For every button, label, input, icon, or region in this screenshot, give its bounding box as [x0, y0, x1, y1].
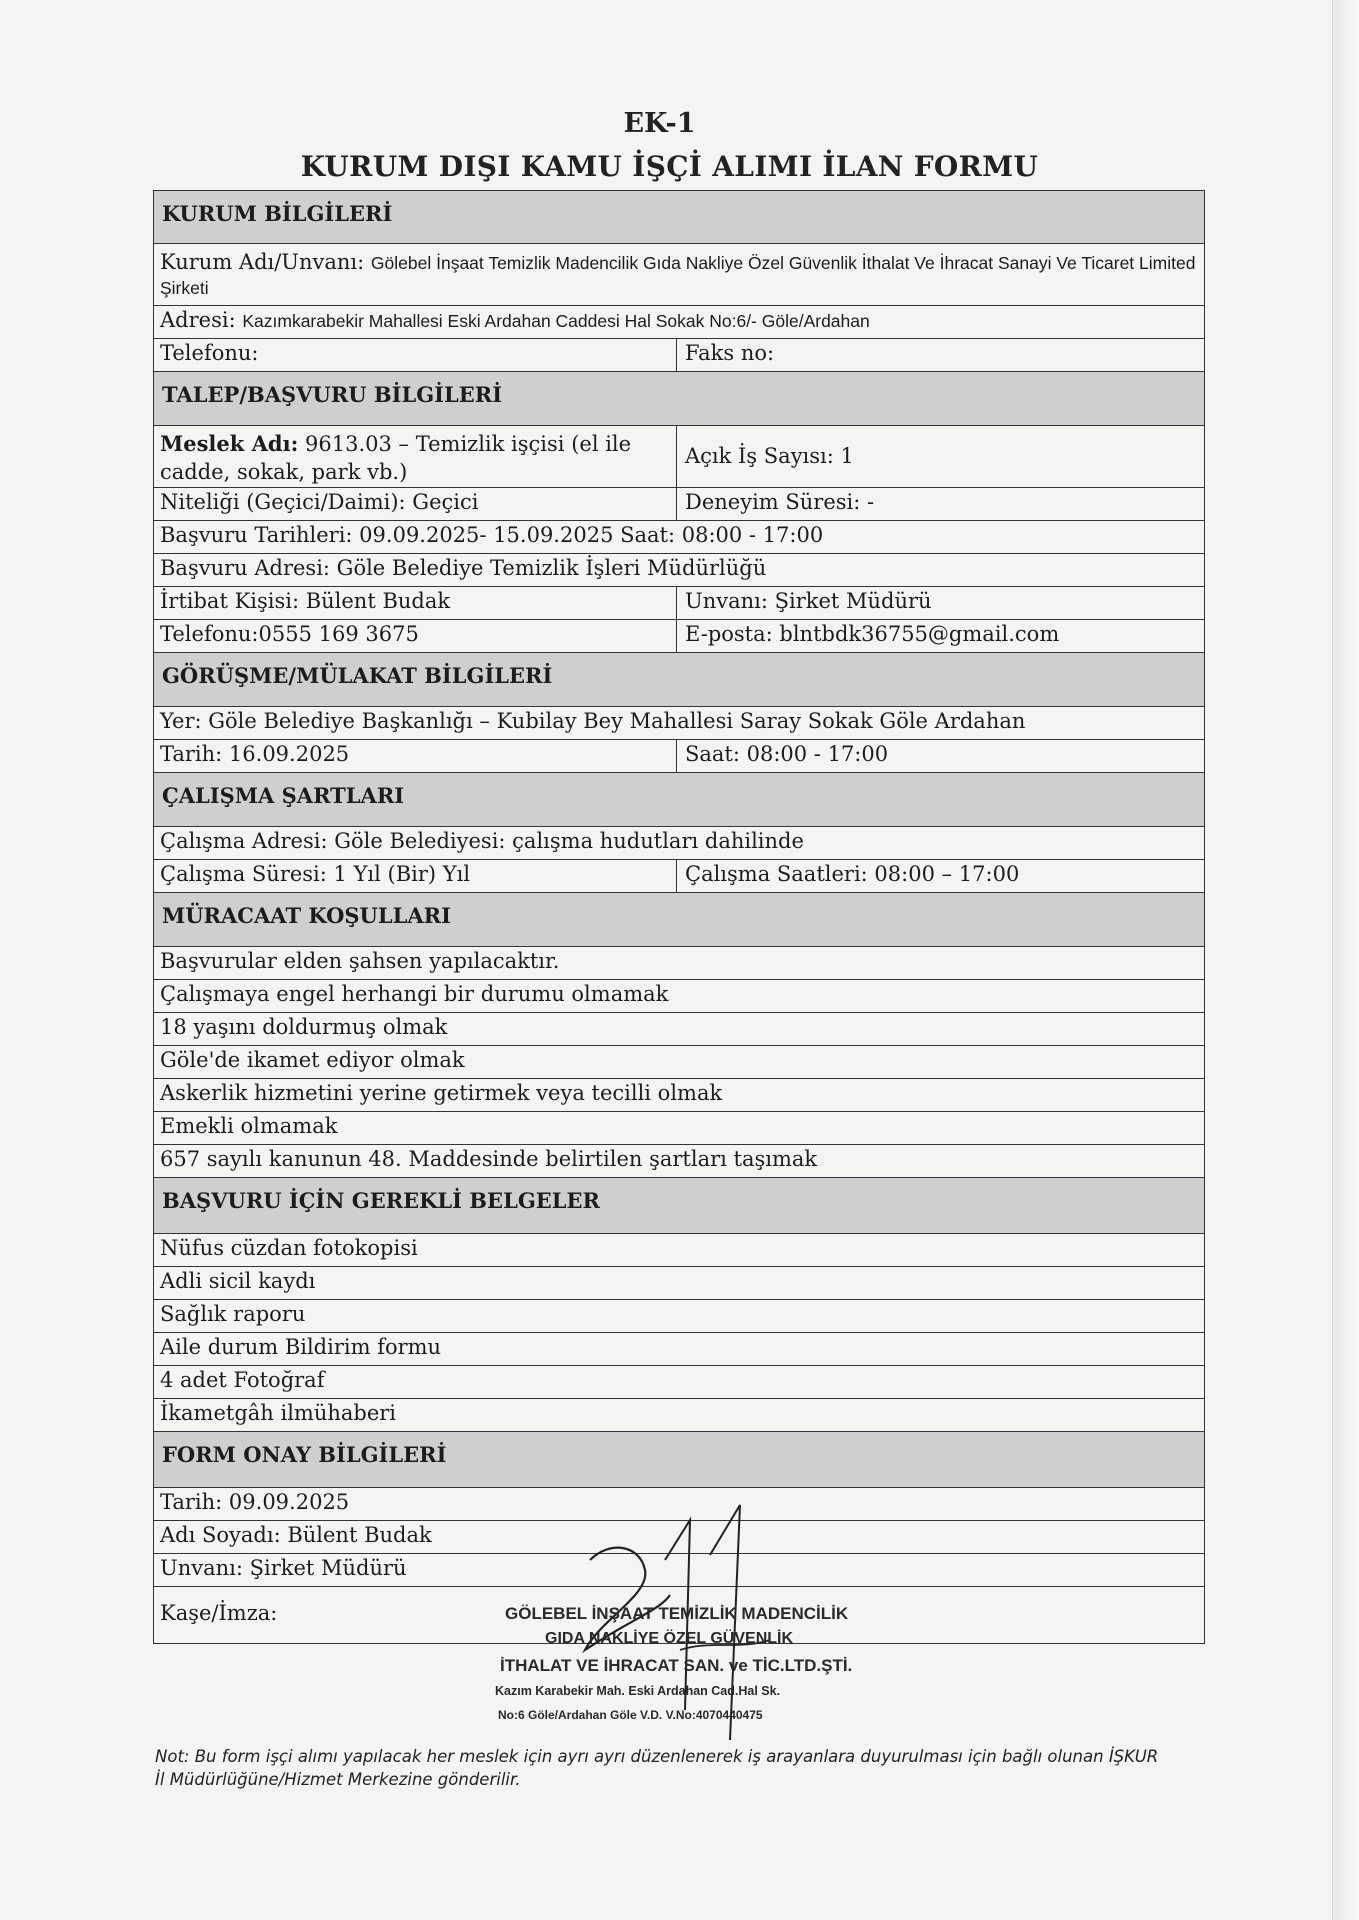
row-adres: [154, 306, 1204, 339]
section-kurum: KURUM BİLGİLERİ: [154, 191, 1204, 244]
row-basvuru-adresi: [154, 554, 1204, 587]
kase-imza-label: Kaşe/İmza:: [160, 1601, 278, 1625]
adres-value: Kazımkarabekir Mahallesi Eski Ardahan Caddesi Hal Sokak No:6/- Göle/Ardahan: [242, 311, 870, 331]
basvuru-adresi: Başvuru Adresi: Göle Belediye Temizlik İşleri Müdürlüğü: [160, 556, 767, 580]
gorusme-yer: Yer: Göle Belediye Başkanlığı – Kubilay Bey Mahallesi Saray Sokak Göle Ardahan: [160, 709, 1026, 733]
gorusme-saat: Saat: 08:00 - 17:00: [676, 740, 888, 772]
footer-note: Not: Bu form işçi alımı yapılacak her meslek için ayrı ayrı düzenlenerek iş arayanlara duyurulması için bağlı olunan İŞKUR İl Müdürlüğüne/Hizmet Merkezine gönderilir.: [155, 1747, 1159, 1789]
kurum-telefon-label: Telefonu:: [160, 341, 259, 365]
row-calisma-adresi: [154, 827, 1204, 860]
row-telefon-faks: [154, 339, 1204, 372]
row-gorusme-tarih: [154, 740, 1204, 773]
row-nitelik: [154, 488, 1204, 521]
deneyim-suresi: Deneyim Süresi: -: [676, 488, 874, 520]
adres-label: Adresi:: [160, 308, 236, 332]
condition-item: 657 sayılı kanunun 48. Maddesinde belirtilen şartları taşımak: [154, 1145, 1204, 1178]
condition-item: Emekli olmamak: [154, 1112, 1204, 1145]
document-item: Nüfus cüzdan fotokopisi: [154, 1234, 1204, 1267]
form-title: KURUM DIŞI KAMU İŞÇİ ALIMI İLAN FORMU: [300, 150, 1039, 183]
document-item: İkametgâh ilmühaberi: [154, 1399, 1204, 1432]
basvuru-tarihleri: Başvuru Tarihleri: 09.09.2025- 15.09.2025 Saat: 08:00 - 17:00: [160, 523, 824, 547]
condition-item: 18 yaşını doldurmuş olmak: [154, 1013, 1204, 1046]
row-calisma-suresi: [154, 860, 1204, 893]
section-calisma: ÇALIŞMA ŞARTLARI: [154, 773, 1204, 827]
section-gorusme: GÖRÜŞME/MÜLAKAT BİLGİLERİ: [154, 653, 1204, 707]
kurum-faks-label: Faks no:: [676, 339, 774, 371]
nitelik: Niteliği (Geçici/Daimi): Geçici: [160, 490, 479, 514]
calisma-suresi: Çalışma Süresi: 1 Yıl (Bir) Yıl: [160, 862, 471, 886]
section-muracaat: MÜRACAAT KOŞULLARI: [154, 893, 1204, 947]
annex-label: EK-1: [623, 108, 696, 139]
gorusme-tarih: Tarih: 16.09.2025: [160, 742, 350, 766]
page-edge: [1332, 0, 1359, 1920]
condition-item: Göle'de ikamet ediyor olmak: [154, 1046, 1204, 1079]
document-item: Aile durum Bildirim formu: [154, 1333, 1204, 1366]
onay-adi-soyadi: Adı Soyadı: Bülent Budak: [160, 1523, 432, 1547]
onay-unvani: Unvanı: Şirket Müdürü: [160, 1556, 407, 1580]
kurum-adi-label: Kurum Adı/Unvanı:: [160, 250, 365, 274]
irtibat-kisisi: İrtibat Kişisi: Bülent Budak: [160, 589, 451, 613]
kurum-adi-value: Gölebel İnşaat Temizlik Madencilik Gıda Nakliye Özel Güvenlik İthalat Ve İhracat Sanayi Ve Ticaret Limited Şirketi: [160, 253, 1196, 298]
document-item: 4 adet Fotoğraf: [154, 1366, 1204, 1399]
calisma-saatleri: Çalışma Saatleri: 08:00 – 17:00: [676, 860, 1019, 892]
irtibat-unvani: Unvanı: Şirket Müdürü: [676, 587, 932, 619]
condition-item: Askerlik hizmetini yerine getirmek veya tecilli olmak: [154, 1079, 1204, 1112]
condition-item: Başvurular elden şahsen yapılacaktır.: [154, 947, 1204, 980]
section-talep: TALEP/BAŞVURU BİLGİLERİ: [154, 372, 1204, 426]
row-irtibat: [154, 587, 1204, 620]
meslek-value-2: cadde, sokak, park vb.): [160, 460, 408, 484]
section-onay: FORM ONAY BİLGİLERİ: [154, 1432, 1204, 1488]
document-item: Adli sicil kaydı: [154, 1267, 1204, 1300]
meslek-value-1: 9613.03 – Temizlik işçisi (el ile: [305, 432, 632, 456]
calisma-adresi: Çalışma Adresi: Göle Belediyesi: çalışma hudutları dahilinde: [160, 829, 804, 853]
row-basvuru-tarihleri: [154, 521, 1204, 554]
section-belgeler: BAŞVURU İÇİN GEREKLİ BELGELER: [154, 1178, 1204, 1234]
row-kurum-adi: [154, 244, 1204, 306]
signature-scribble: [570, 1500, 790, 1760]
row-iletisim: [154, 620, 1204, 653]
company-stamp: GÖLEBEL İNŞAAT TEMİZLİK MADENCİLİK GIDA NAKLİYE ÖZEL GÜVENLİK İTHALAT VE İHRACAT SAN. ve TİC.LTD.ŞTİ. Kazım Karabekir Mah. Eski Ardahan Cad.Hal Sk. No:6 Göle/Ardahan Göle V.D. V.No:4070440475: [495, 1604, 853, 1722]
irtibat-telefon: Telefonu:0555 169 3675: [160, 622, 419, 646]
row-gorusme-yer: [154, 707, 1204, 740]
meslek-label: Meslek Adı:: [160, 431, 299, 456]
condition-item: Çalışmaya engel herhangi bir durumu olmamak: [154, 980, 1204, 1013]
onay-tarih: Tarih: 09.09.2025: [160, 1490, 350, 1514]
announcement-form: [153, 190, 1205, 1644]
row-meslek: [154, 426, 1204, 488]
irtibat-eposta: E-posta: blntbdk36755@gmail.com: [676, 620, 1059, 652]
acik-is-sayisi: Açık İş Sayısı: 1: [676, 426, 854, 487]
document-item: Sağlık raporu: [154, 1300, 1204, 1333]
